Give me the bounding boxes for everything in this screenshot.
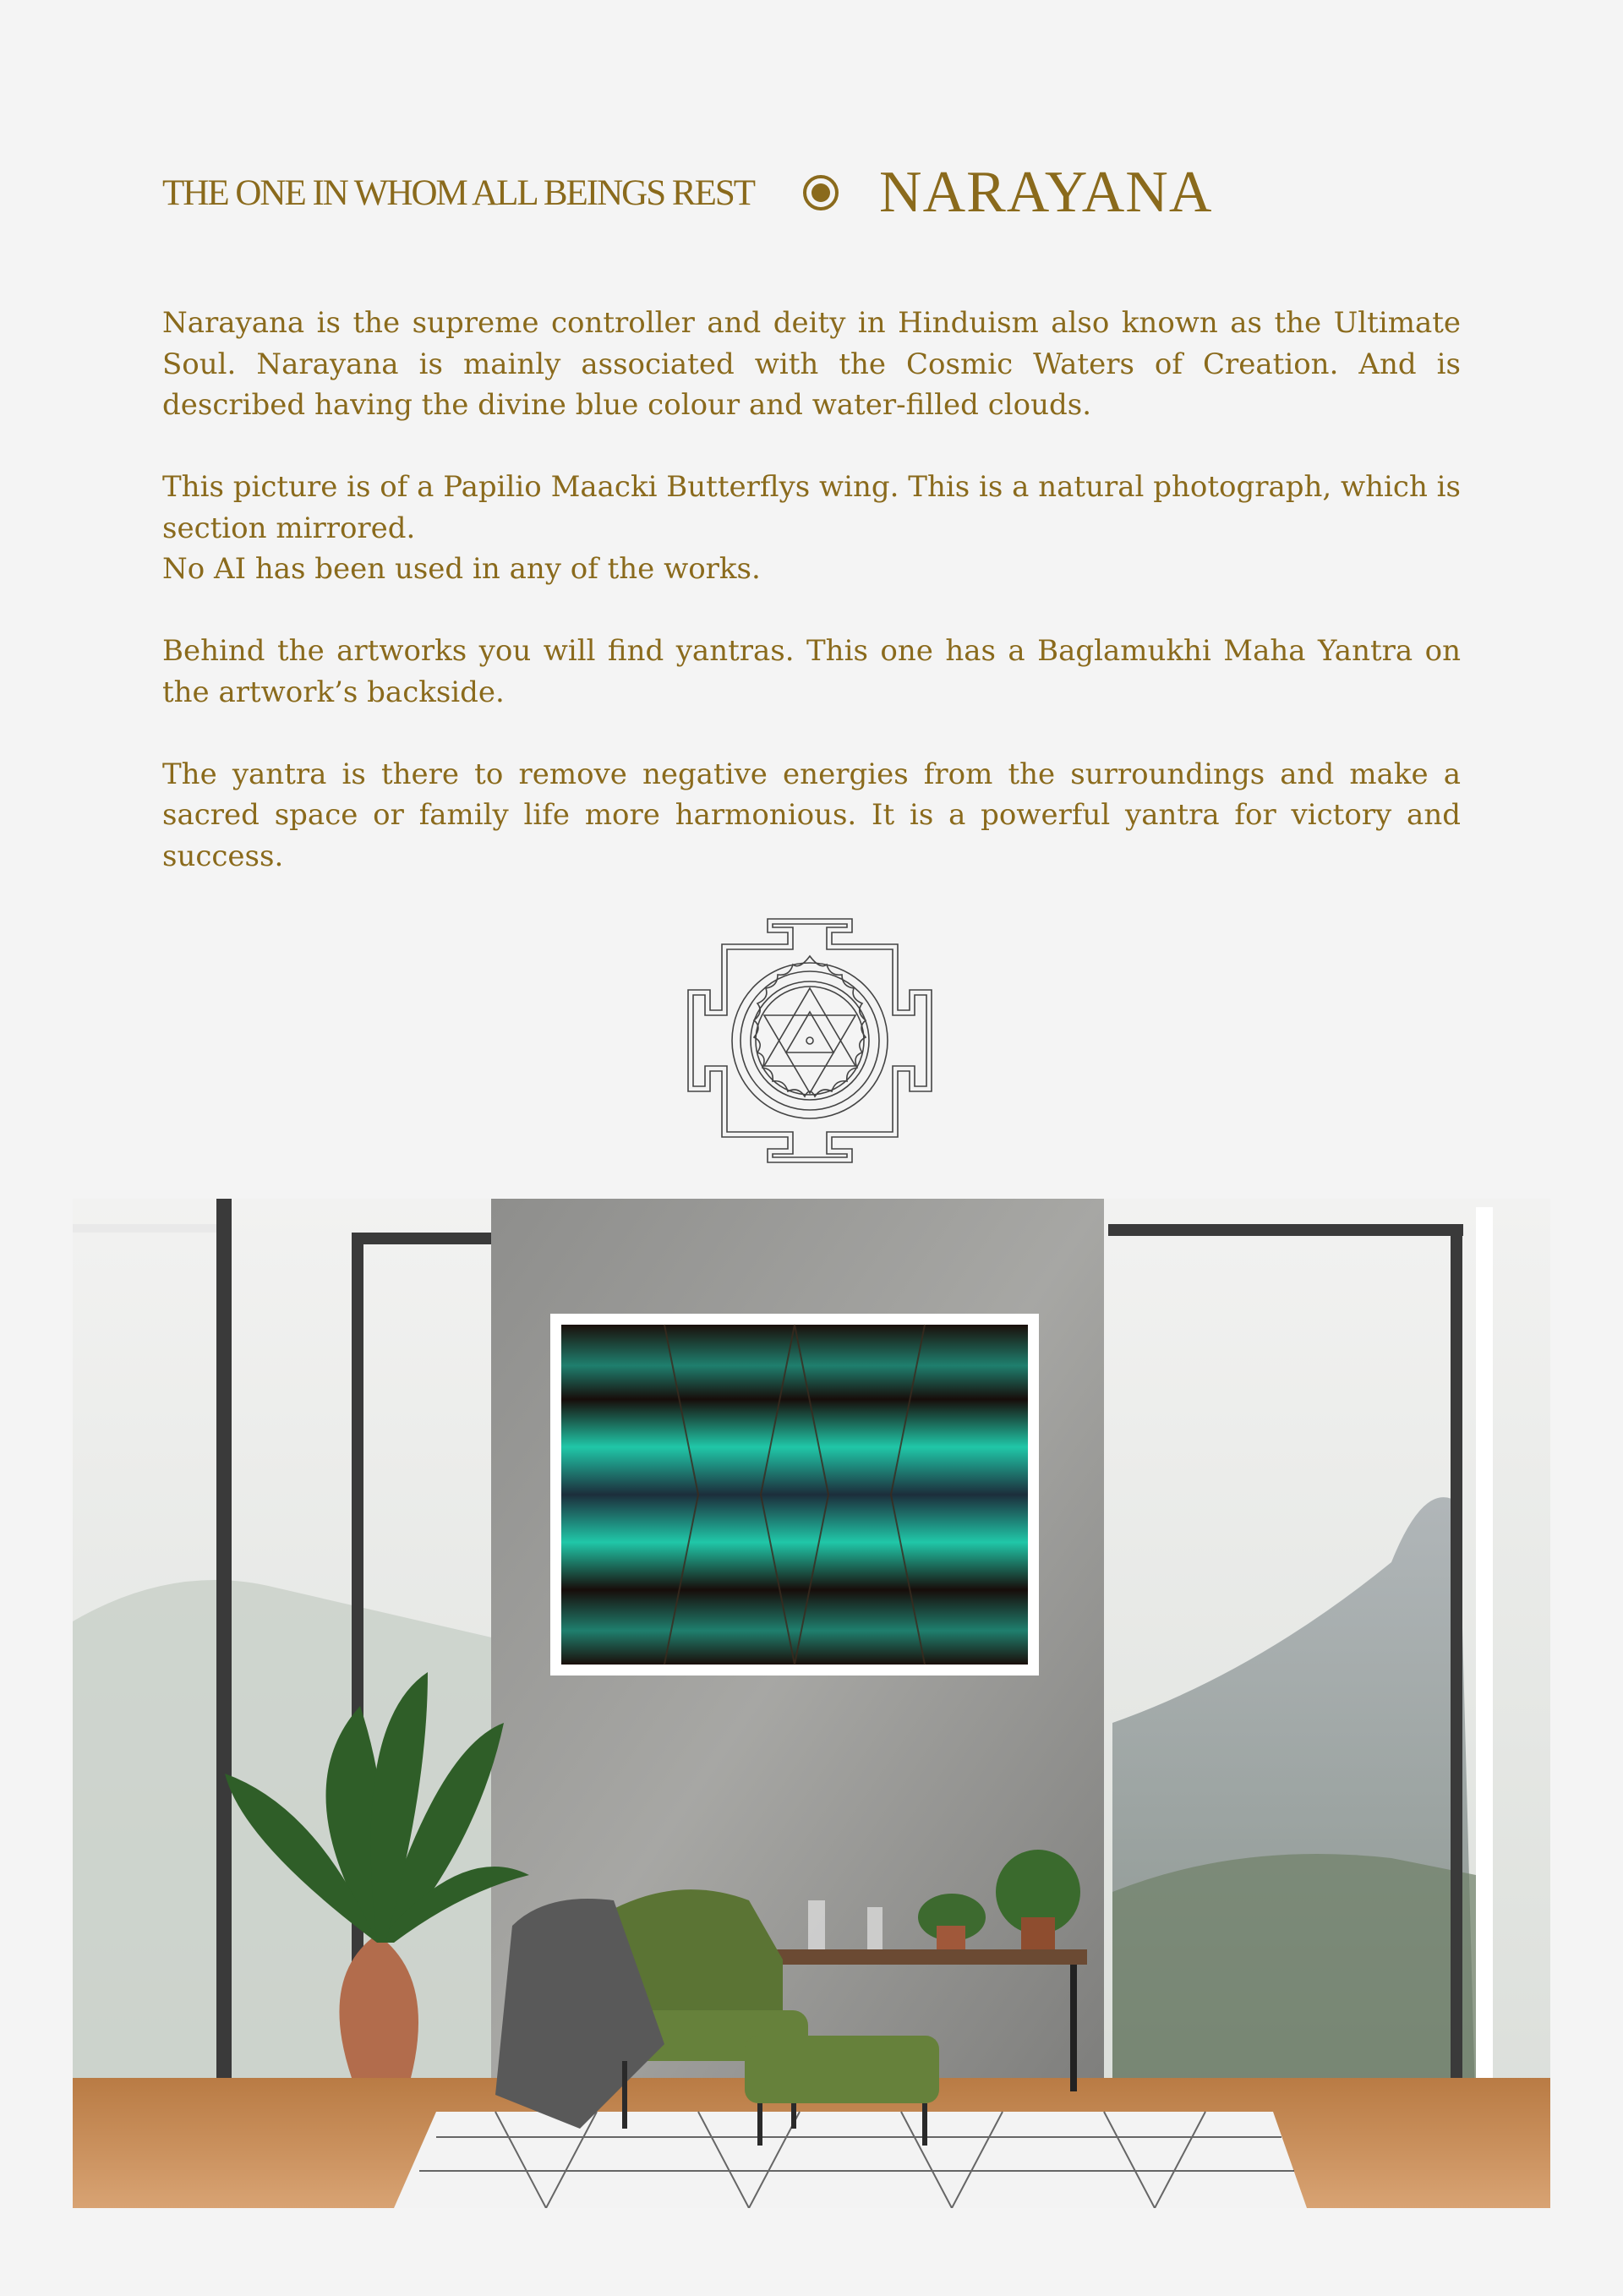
interior-room-mockup-image: [73, 1199, 1550, 2208]
paragraph-yantras: Behind the artworks you will find yantras. This one has a Baglamukhi Maha Yantra on the artwork’s backside.: [162, 634, 1461, 709]
bullet-circle-icon: [803, 175, 839, 210]
paragraph-picture: This picture is of a Papilio Maacki Butterflys wing. This is a natural photograph, which is section mirrored.: [162, 470, 1461, 545]
page-header: [162, 159, 1461, 227]
paragraph-no-ai: No AI has been used in any of the works.: [162, 552, 761, 586]
paragraph-yantra-purpose: The yantra is there to remove negative energies from the surroundings and make a sacred space or family life more harmonious. It is a powerful yantra for victory and success.: [162, 757, 1461, 873]
body-text: [162, 303, 1461, 918]
baglamukhi-yantra-icon: [686, 917, 933, 1164]
page-subtitle: THE ONE IN WHOM ALL BEINGS REST: [162, 172, 755, 213]
paragraph-narayana: Narayana is the supreme controller and deity in Hinduism also known as the Ultimate Soul. Narayana is mainly associated with the Cosmic Waters of Creation. And is described having the divine blue colour and water-filled clouds.: [162, 306, 1461, 422]
page-title: NARAYANA: [879, 160, 1213, 225]
